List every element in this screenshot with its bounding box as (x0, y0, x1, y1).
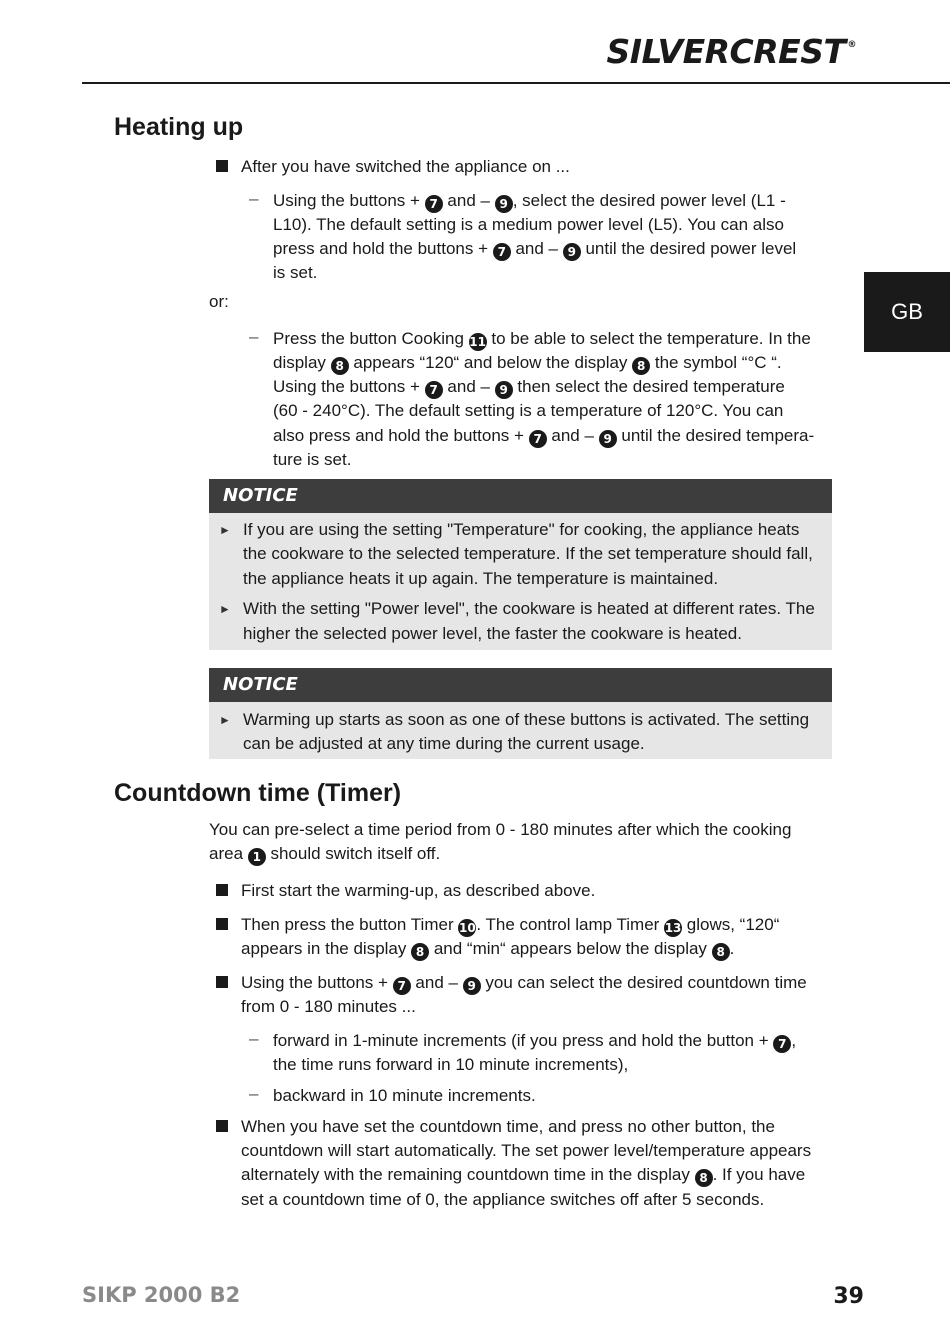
bullet-text: After you have switched the appliance on ... (241, 157, 570, 176)
num-8: 8 (712, 943, 730, 961)
bullet-square (216, 976, 228, 988)
para-line: the time runs forward in 10 minute increments), (273, 1055, 629, 1074)
notice-header: NOTICE (209, 479, 832, 513)
bullet-square (216, 1120, 228, 1132)
bullet-text: set a countdown time of 0, the appliance switches off after 5 seconds. (241, 1190, 765, 1209)
num-8: 8 (695, 1169, 713, 1187)
heading-countdown-timer: Countdown time (Timer) (114, 779, 402, 807)
brand-logo: SILVERCREST ® (606, 32, 856, 71)
num-8: 8 (411, 943, 429, 961)
bullet-text: from 0 - 180 minutes ... (241, 997, 416, 1016)
para-line: Using the buttons + 7 and – 9 then select the desired temperature (273, 377, 785, 397)
header-rule (82, 82, 950, 84)
num-7: 7 (493, 243, 511, 261)
num-9: 9 (563, 243, 581, 261)
dash-marker: – (249, 189, 259, 208)
notice-line: the appliance heats it up again. The temperature is maintained. (243, 569, 719, 588)
notice-line: With the setting "Power level", the cookware is heated at different rates. The (243, 599, 815, 618)
para-line: backward in 10 minute increments. (273, 1086, 536, 1105)
num-7: 7 (529, 430, 547, 448)
language-tab: GB (864, 272, 950, 352)
num-13: 13 (664, 921, 682, 935)
bullet-text: appears in the display 8 and “min“ appears below the display 8 . (241, 939, 735, 959)
para-line: forward in 1-minute increments (if you press and hold the button + 7 , (273, 1031, 797, 1051)
para-line: (60 - 240°C). The default setting is a temperature of 120°C. You can (273, 401, 784, 420)
dash-marker: – (249, 1029, 259, 1048)
para-line: area 1 should switch itself off. (209, 844, 441, 864)
dash-marker: – (249, 1084, 259, 1103)
bullet-text: First start the warming-up, as described above. (241, 881, 596, 900)
num-7: 7 (393, 977, 411, 995)
notice-line: If you are using the setting "Temperature" for cooking, the appliance heats (243, 520, 800, 539)
heading-heating-up: Heating up (114, 113, 244, 141)
dash-marker: – (249, 327, 259, 346)
num-7: 7 (425, 381, 443, 399)
para-line: ture is set. (273, 450, 352, 469)
arrow-marker-icon: ► (219, 523, 231, 537)
bullet-square (216, 918, 228, 930)
para-line: is set. (273, 263, 318, 282)
notice-line: Warming up starts as soon as one of these buttons is activated. The setting (243, 710, 810, 729)
num-1: 1 (248, 848, 266, 866)
bullet-text: When you have set the countdown time, and press no other button, the (241, 1117, 775, 1136)
footer-model: SIKP 2000 B2 (82, 1283, 241, 1307)
bullet-text: Using the buttons + 7 and – 9 you can select the desired countdown time (241, 973, 807, 993)
para-line: You can pre-select a time period from 0 - 180 minutes after which the cooking (209, 820, 792, 839)
num-9: 9 (463, 977, 481, 995)
notice-line: higher the selected power level, the faster the cookware is heated. (243, 624, 742, 643)
num-8: 8 (331, 357, 349, 375)
arrow-marker-icon: ► (219, 713, 231, 727)
num-9: 9 (599, 430, 617, 448)
num-9: 9 (495, 381, 513, 399)
num-10: 10 (458, 921, 476, 935)
bullet-text: Then press the button Timer 10. The control lamp Timer 13 glows, “120“ (241, 915, 780, 935)
num-7: 7 (773, 1035, 791, 1053)
page-number: 39 (833, 1284, 864, 1309)
notice-line: can be adjusted at any time during the current usage. (243, 734, 645, 753)
bullet-square (216, 884, 228, 896)
bullet-text: countdown will start automatically. The set power level/temperature appears (241, 1141, 812, 1160)
num-8: 8 (632, 357, 650, 375)
para-line: Using the buttons + 7 and – 9 , select the desired power level (L1 - (273, 191, 786, 211)
num-11: 11 (469, 335, 486, 349)
para-line: display 8 appears “120“ and below the display 8 the symbol “°C “. (273, 353, 782, 373)
or-text: or: (209, 292, 229, 311)
para-line: press and hold the buttons + 7 and – 9 until the desired power level (273, 239, 797, 259)
num-9: 9 (495, 195, 513, 213)
registered-mark: ® (847, 40, 856, 50)
para-line: L10). The default setting is a medium power level (L5). You can also (273, 215, 784, 234)
num-7: 7 (425, 195, 443, 213)
notice-line: the cookware to the selected temperature. If the set temperature should fall, (243, 544, 813, 563)
notice-header: NOTICE (209, 668, 832, 702)
bullet-square (216, 160, 228, 172)
para-line: also press and hold the buttons + 7 and – 9 until the desired tempera- (273, 426, 815, 446)
arrow-marker-icon: ► (219, 602, 231, 616)
para-line: Press the button Cooking 11 to be able to select the temperature. In the (273, 329, 811, 349)
bullet-text: alternately with the remaining countdown time in the display 8 . If you have (241, 1165, 806, 1185)
